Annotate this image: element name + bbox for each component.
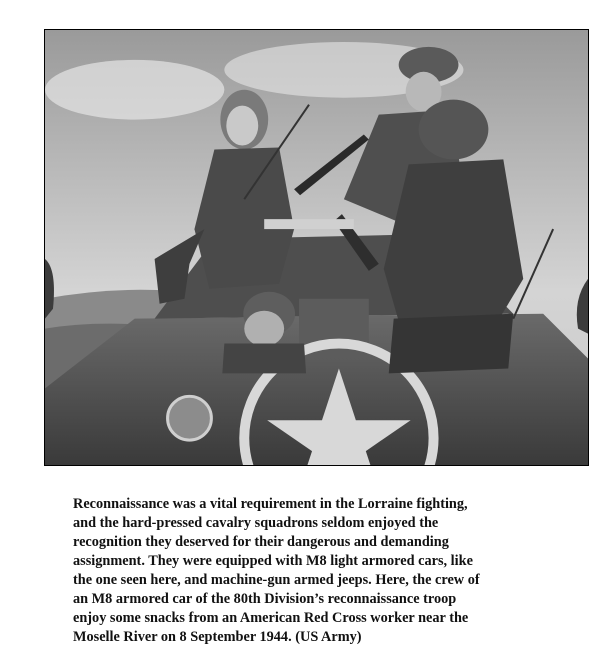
woman-face — [226, 106, 258, 146]
caption-line: assignment. They were equipped with M8 light armored cars, like — [73, 553, 473, 569]
photo-illustration — [45, 30, 588, 465]
hatch-soldier-body — [222, 344, 306, 374]
photo-caption — [73, 495, 573, 647]
caption-line: recognition they deserved for their dangerous and demanding — [73, 534, 449, 550]
soldier-body — [384, 159, 523, 338]
historical-photograph — [44, 29, 589, 466]
headlight — [168, 396, 212, 440]
snack-tray — [264, 219, 354, 229]
caption-line: and the hard-pressed cavalry squadrons seldom enjoyed the — [73, 515, 439, 531]
cloud — [45, 60, 224, 120]
hatch-soldier-face — [244, 311, 284, 347]
helmet — [419, 100, 489, 160]
caption-line: Moselle River on 8 September 1944. (US Army) — [73, 629, 362, 645]
caption-line: an M8 armored car of the 80th Division’s reconnaissance troop — [73, 591, 457, 607]
caption-line: the one seen here, and machine-gun armed jeeps. Here, the crew of — [73, 572, 480, 588]
caption-line: Reconnaissance was a vital requirement in the Lorraine fighting, — [73, 496, 468, 512]
caption-line: enjoy some snacks from an American Red Cross worker near the — [73, 610, 469, 626]
soldier-legs — [389, 314, 514, 374]
